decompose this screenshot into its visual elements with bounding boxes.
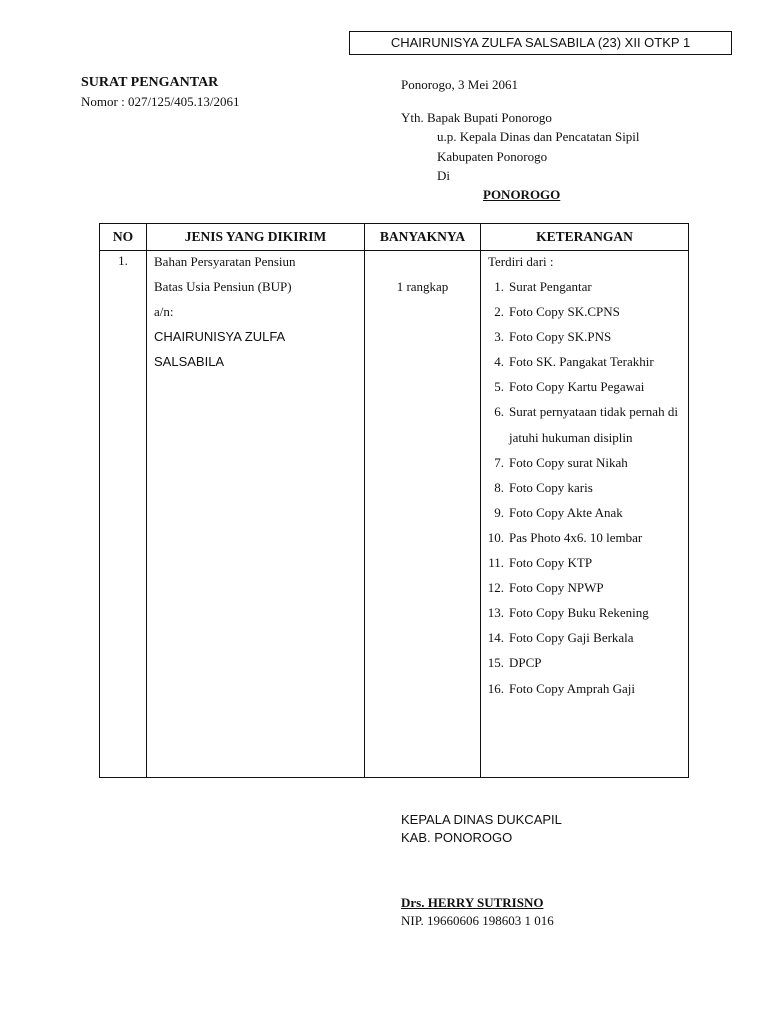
list-item-number: 8. — [494, 479, 504, 495]
recipient-line-4: Di — [437, 168, 450, 183]
list-item — [481, 274, 688, 299]
list-item-text: Foto Copy karis — [509, 479, 593, 495]
list-item-text: Foto Copy SK.PNS — [509, 329, 612, 345]
jenis-line: Bahan Persyaratan Pensiun — [154, 254, 296, 269]
recipient-line-1: Yth. Bapak Bupati Ponorogo — [401, 110, 552, 125]
list-item-text: Foto Copy KTP — [509, 555, 593, 571]
header-jenis: JENIS YANG DIKIRIM — [147, 224, 365, 251]
header-banyaknya: BANYAKNYA — [365, 224, 481, 251]
list-item — [481, 625, 688, 650]
list-item-text: DPCP — [509, 655, 542, 671]
list-item-number: 13. — [487, 605, 504, 621]
place-date: Ponorogo, 3 Mei 2061 — [401, 77, 518, 92]
list-item-text: Foto Copy SK.CPNS — [509, 304, 620, 320]
list-item-text: Surat Pengantar — [509, 279, 592, 294]
header-keterangan: KETERANGAN — [481, 224, 689, 251]
jenis-line: a/n: — [154, 304, 174, 319]
letter-number: Nomor : 027/125/405.13/2061 — [81, 94, 240, 109]
list-item-number: 2. — [494, 304, 504, 320]
list-item — [481, 650, 688, 675]
list-item-text: Foto Copy Buku Rekening — [509, 605, 649, 621]
list-item — [481, 349, 688, 374]
list-item-number: 16. — [487, 680, 504, 696]
signature-office-line-2: KAB. PONOROGO — [401, 830, 513, 845]
signatory-nip: NIP. 19660606 198603 1 016 — [401, 913, 554, 928]
items-table — [99, 223, 689, 778]
list-item-text: Foto SK. Pangakat Terakhir — [509, 354, 654, 370]
keterangan-cell — [481, 251, 689, 778]
table-header-row — [100, 224, 689, 251]
keterangan-list — [481, 274, 688, 701]
recipient-line-3: Kabupaten Ponorogo — [437, 149, 548, 164]
row-number: 1. — [100, 251, 147, 778]
list-item-text: Foto Copy Amprah Gaji — [509, 680, 636, 696]
header-no: NO — [100, 224, 147, 251]
list-item-number: 15. — [487, 655, 504, 671]
list-item-number: 1. — [494, 279, 504, 294]
student-name-box: CHAIRUNISYA ZULFA SALSABILA (23) XII OTKP 1 — [349, 31, 732, 55]
list-item-text: Foto Copy NPWP — [509, 580, 604, 596]
list-item-text: Foto Copy Akte Anak — [509, 504, 623, 520]
jenis-line: SALSABILA — [154, 354, 225, 369]
list-item — [481, 676, 688, 701]
list-item — [481, 600, 688, 625]
jenis-line: CHAIRUNISYA ZULFA — [154, 329, 286, 344]
list-item-number: 4. — [494, 354, 504, 370]
list-item-text: Foto Copy Gaji Berkala — [509, 630, 634, 646]
list-item-number: 10. — [487, 529, 504, 545]
list-item-number: 7. — [494, 454, 504, 470]
list-item-text: Pas Photo 4x6. 10 lembar — [509, 529, 643, 545]
list-item — [481, 500, 688, 525]
list-item-number: 14. — [487, 630, 504, 646]
list-item — [481, 299, 688, 324]
banyaknya-value: 1 rangkap — [396, 279, 449, 294]
jenis-line: Batas Usia Pensiun (BUP) — [154, 279, 292, 294]
list-item-text: Foto Copy surat Nikah — [509, 454, 628, 470]
list-item — [481, 525, 688, 550]
list-item — [481, 475, 688, 500]
list-item — [481, 399, 688, 449]
list-item-number: 3. — [494, 329, 504, 345]
banyaknya-cell — [365, 251, 481, 778]
list-item-number: 11. — [488, 555, 504, 571]
keterangan-intro: Terdiri dari : — [488, 254, 554, 269]
letter-title: SURAT PENGANTAR — [81, 75, 219, 90]
list-item-number: 5. — [494, 379, 504, 395]
list-item-number: 6. — [494, 404, 504, 420]
list-item-number: 12. — [487, 580, 504, 596]
list-item — [481, 450, 688, 475]
jenis-cell — [147, 251, 365, 778]
list-item — [481, 324, 688, 349]
list-item — [481, 374, 688, 399]
list-item-number: 9. — [494, 504, 504, 520]
list-item-text: Foto Copy Kartu Pegawai — [509, 379, 645, 395]
signatory-name: Drs. HERRY SUTRISNO — [401, 895, 544, 910]
recipient-city: PONOROGO — [483, 187, 561, 202]
table-row — [100, 251, 689, 778]
list-item — [481, 550, 688, 575]
signature-office-line-1: KEPALA DINAS DUKCAPIL — [401, 812, 562, 827]
list-item-text: Surat pernyataan tidak pernah di jatuhi hukuman disiplin — [509, 404, 678, 445]
list-item — [481, 575, 688, 600]
recipient-line-2: u.p. Kepala Dinas dan Pencatatan Sipil — [437, 129, 640, 144]
